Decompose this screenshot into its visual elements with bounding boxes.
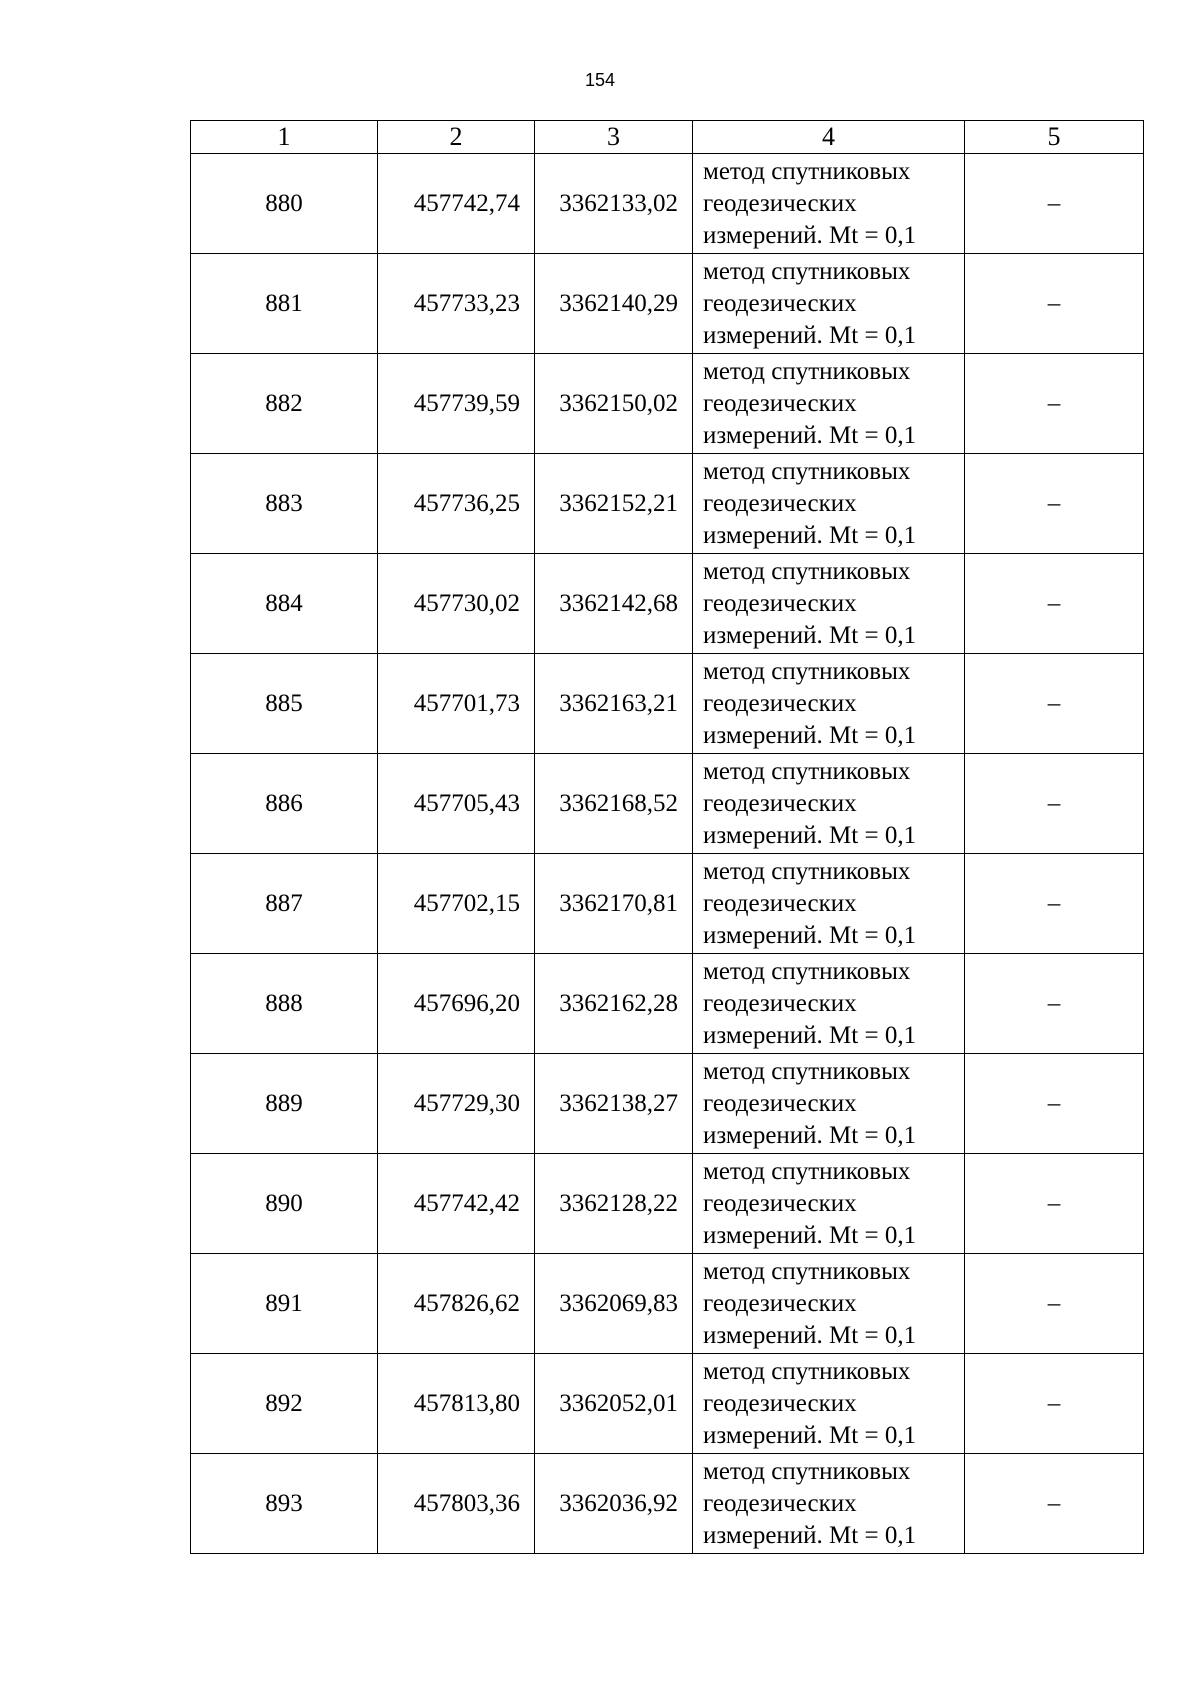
y-coordinate-cell: 3362128,22 [535, 1154, 693, 1254]
x-coordinate-cell: 457742,42 [378, 1154, 535, 1254]
note-cell: – [965, 1454, 1144, 1554]
header-col-5: 5 [965, 121, 1144, 154]
method-cell: метод спутниковых геодезических измерений. Mt = 0,1 [693, 1254, 965, 1354]
page-number: 154 [584, 70, 616, 90]
point-number-cell: 889 [191, 1054, 378, 1154]
y-coordinate-cell: 3362052,01 [535, 1354, 693, 1454]
point-number-cell: 880 [191, 154, 378, 254]
note-cell: – [965, 254, 1144, 354]
method-cell: метод спутниковых геодезических измерений. Mt = 0,1 [693, 754, 965, 854]
header-col-3: 3 [535, 121, 693, 154]
note-cell: – [965, 354, 1144, 454]
y-coordinate-cell: 3362163,21 [535, 654, 693, 754]
x-coordinate-cell: 457742,74 [378, 154, 535, 254]
x-coordinate-cell: 457729,30 [378, 1054, 535, 1154]
method-cell: метод спутниковых геодезических измерений. Mt = 0,1 [693, 1154, 965, 1254]
x-coordinate-cell: 457733,23 [378, 254, 535, 354]
method-cell: метод спутниковых геодезических измерений. Mt = 0,1 [693, 554, 965, 654]
table-row [191, 954, 1144, 1054]
y-coordinate-cell: 3362133,02 [535, 154, 693, 254]
table-row [191, 1454, 1144, 1554]
point-number-cell: 892 [191, 1354, 378, 1454]
table-row [191, 654, 1144, 754]
table-row [191, 854, 1144, 954]
method-cell: метод спутниковых геодезических измерений. Mt = 0,1 [693, 854, 965, 954]
note-cell: – [965, 454, 1144, 554]
y-coordinate-cell: 3362138,27 [535, 1054, 693, 1154]
y-coordinate-cell: 3362168,52 [535, 754, 693, 854]
y-coordinate-cell: 3362140,29 [535, 254, 693, 354]
note-cell: – [965, 154, 1144, 254]
coordinates-table [190, 120, 1144, 1554]
x-coordinate-cell: 457701,73 [378, 654, 535, 754]
table-row [191, 1054, 1144, 1154]
header-col-4: 4 [693, 121, 965, 154]
point-number-cell: 881 [191, 254, 378, 354]
table-row [191, 454, 1144, 554]
y-coordinate-cell: 3362150,02 [535, 354, 693, 454]
header-col-1: 1 [191, 121, 378, 154]
method-cell: метод спутниковых геодезических измерений. Mt = 0,1 [693, 954, 965, 1054]
note-cell: – [965, 1354, 1144, 1454]
x-coordinate-cell: 457803,36 [378, 1454, 535, 1554]
note-cell: – [965, 1154, 1144, 1254]
point-number-cell: 882 [191, 354, 378, 454]
header-col-2: 2 [378, 121, 535, 154]
table-row [191, 254, 1144, 354]
x-coordinate-cell: 457739,59 [378, 354, 535, 454]
table-row [191, 554, 1144, 654]
method-cell: метод спутниковых геодезических измерений. Mt = 0,1 [693, 154, 965, 254]
x-coordinate-cell: 457702,15 [378, 854, 535, 954]
point-number-cell: 885 [191, 654, 378, 754]
x-coordinate-cell: 457705,43 [378, 754, 535, 854]
y-coordinate-cell: 3362036,92 [535, 1454, 693, 1554]
point-number-cell: 883 [191, 454, 378, 554]
note-cell: – [965, 1054, 1144, 1154]
method-cell: метод спутниковых геодезических измерений. Mt = 0,1 [693, 1054, 965, 1154]
table-row [191, 754, 1144, 854]
note-cell: – [965, 554, 1144, 654]
method-cell: метод спутниковых геодезических измерений. Mt = 0,1 [693, 454, 965, 554]
x-coordinate-cell: 457813,80 [378, 1354, 535, 1454]
point-number-cell: 887 [191, 854, 378, 954]
method-cell: метод спутниковых геодезических измерений. Mt = 0,1 [693, 254, 965, 354]
y-coordinate-cell: 3362152,21 [535, 454, 693, 554]
point-number-cell: 888 [191, 954, 378, 1054]
point-number-cell: 884 [191, 554, 378, 654]
note-cell: – [965, 854, 1144, 954]
y-coordinate-cell: 3362069,83 [535, 1254, 693, 1354]
table-row [191, 354, 1144, 454]
note-cell: – [965, 754, 1144, 854]
table-body [191, 154, 1144, 1554]
note-cell: – [965, 654, 1144, 754]
table-row [191, 1254, 1144, 1354]
table-header [191, 121, 1144, 154]
y-coordinate-cell: 3362170,81 [535, 854, 693, 954]
y-coordinate-cell: 3362142,68 [535, 554, 693, 654]
table-row [191, 1354, 1144, 1454]
point-number-cell: 890 [191, 1154, 378, 1254]
x-coordinate-cell: 457696,20 [378, 954, 535, 1054]
x-coordinate-cell: 457736,25 [378, 454, 535, 554]
x-coordinate-cell: 457826,62 [378, 1254, 535, 1354]
method-cell: метод спутниковых геодезических измерений. Mt = 0,1 [693, 354, 965, 454]
point-number-cell: 893 [191, 1454, 378, 1554]
y-coordinate-cell: 3362162,28 [535, 954, 693, 1054]
method-cell: метод спутниковых геодезических измерений. Mt = 0,1 [693, 1354, 965, 1454]
note-cell: – [965, 1254, 1144, 1354]
method-cell: метод спутниковых геодезических измерений. Mt = 0,1 [693, 1454, 965, 1554]
method-cell: метод спутниковых геодезических измерений. Mt = 0,1 [693, 654, 965, 754]
note-cell: – [965, 954, 1144, 1054]
x-coordinate-cell: 457730,02 [378, 554, 535, 654]
point-number-cell: 886 [191, 754, 378, 854]
header-row [191, 121, 1144, 154]
point-number-cell: 891 [191, 1254, 378, 1354]
table-row [191, 154, 1144, 254]
table-row [191, 1154, 1144, 1254]
